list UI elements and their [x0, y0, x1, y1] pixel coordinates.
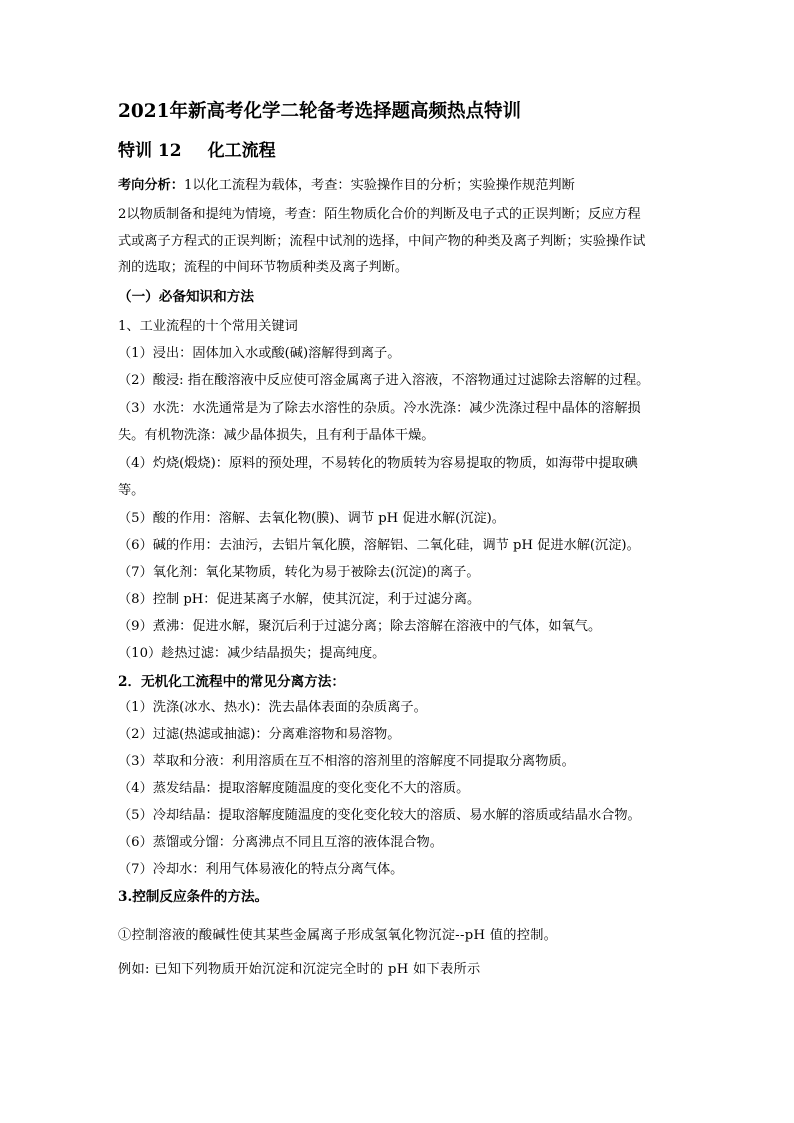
analysis-line-1 [118, 177, 575, 195]
analysis-text-2-line: 剂的选取；流程的中间环节物质种类及离子判断。 [118, 260, 409, 275]
analysis-text-1: 1以化工流程为载体，考查：实验操作目的分析；实验操作规范判断 [183, 178, 575, 193]
list-item: （10）趁热过滤：减少结晶损失；提高纯度。 [118, 646, 386, 661]
list-item: （2）酸浸: 指在酸溶液中反应使可溶金属离子进入溶液，不溶物通过过滤除去溶解的过程。 [118, 373, 650, 388]
list-item: （6）碱的作用：去油污，去铝片氧化膜，溶解铝、二氧化硅，调节 pH 促进水解(沉淀)。 [118, 538, 640, 553]
list-item: （1）浸出：固体加入水或酸(碱)溶解得到离子。 [118, 346, 401, 361]
list-item: 失。有机物洗涤：减少晶体损失，且有利于晶体干燥。 [118, 428, 435, 443]
list-item: （7）氧化剂：氧化某物质，转化为易于被除去(沉淀)的离子。 [118, 565, 480, 580]
list-item: （8）控制 pH：促进某离子水解，使其沉淀，利于过滤分离。 [118, 592, 481, 607]
list-item: （3）萃取和分液：利用溶质在互不相溶的溶剂里的溶解度不同提取分离物质。 [118, 754, 575, 769]
analysis-text-2-line: 2以物质制备和提纯为情境，考查：陌生物质化合价的判断及电子式的正误判断；反应方程 [118, 207, 641, 222]
subtitle-prefix: 特训 12 [118, 141, 182, 161]
list-item: （5）冷却结晶：提取溶解度随温度的变化变化较大的溶质、易水解的溶质或结晶水合物。 [118, 808, 641, 823]
subtitle-topic: 化工流程 [207, 141, 276, 161]
section-3-line-1: ①控制溶液的酸碱性使其某些金属离子形成氢氧化物沉淀--pH 值的控制。 [118, 928, 558, 943]
list-item: 等。 [118, 483, 145, 498]
document-title: 2021年新高考化学二轮备考选择题高频热点特训 [118, 101, 521, 122]
list-item: （5）酸的作用：溶解、去氧化物(膜)、调节 pH 促进水解(沉淀)。 [118, 511, 505, 526]
list-item: （7）冷却水：利用气体易液化的特点分离气体。 [118, 862, 404, 877]
list-item: （2）过滤(热滤或抽滤)：分离难溶物和易溶物。 [118, 727, 401, 742]
analysis-label: 考向分析： [118, 178, 184, 193]
list-item: （3）水洗：水洗通常是为了除去水溶性的杂质。冷水洗涤：减少洗涤过程中晶体的溶解损 [118, 401, 641, 416]
list-item: （4）灼烧(煅烧)：原料的预处理，不易转化的物质转为容易提取的物质，如海带中提取碘 [118, 456, 638, 471]
section-1-heading: （一）必备知识和方法 [118, 289, 254, 305]
list-item: （1）洗涤(冰水、热水)：洗去晶体表面的杂质离子。 [118, 700, 427, 715]
list-item: （6）蒸馏或分馏：分离沸点不同且互溶的液体混合物。 [118, 835, 443, 850]
section-2-heading: 2．无机化工流程中的常见分离方法： [118, 674, 345, 690]
section-subtitle [118, 140, 276, 162]
analysis-text-2-line: 式或离子方程式的正误判断；流程中试剂的选择，中间产物的种类及离子判断；实验操作试 [118, 234, 646, 249]
list-item: （9）煮沸：促进水解，聚沉后利于过滤分离；除去溶解在溶液中的气体，如氧气。 [118, 619, 602, 634]
section-3-line-2: 例如: 已知下列物质开始沉淀和沉淀完全时的 pH 如下表所示 [118, 962, 481, 977]
list-item: （4）蒸发结晶：提取溶解度随温度的变化变化不大的溶质。 [118, 781, 470, 796]
section-3-heading: 3.控制反应条件的方法。 [118, 889, 269, 905]
section-1-subheading: 1、工业流程的十个常用关键词 [118, 319, 298, 334]
